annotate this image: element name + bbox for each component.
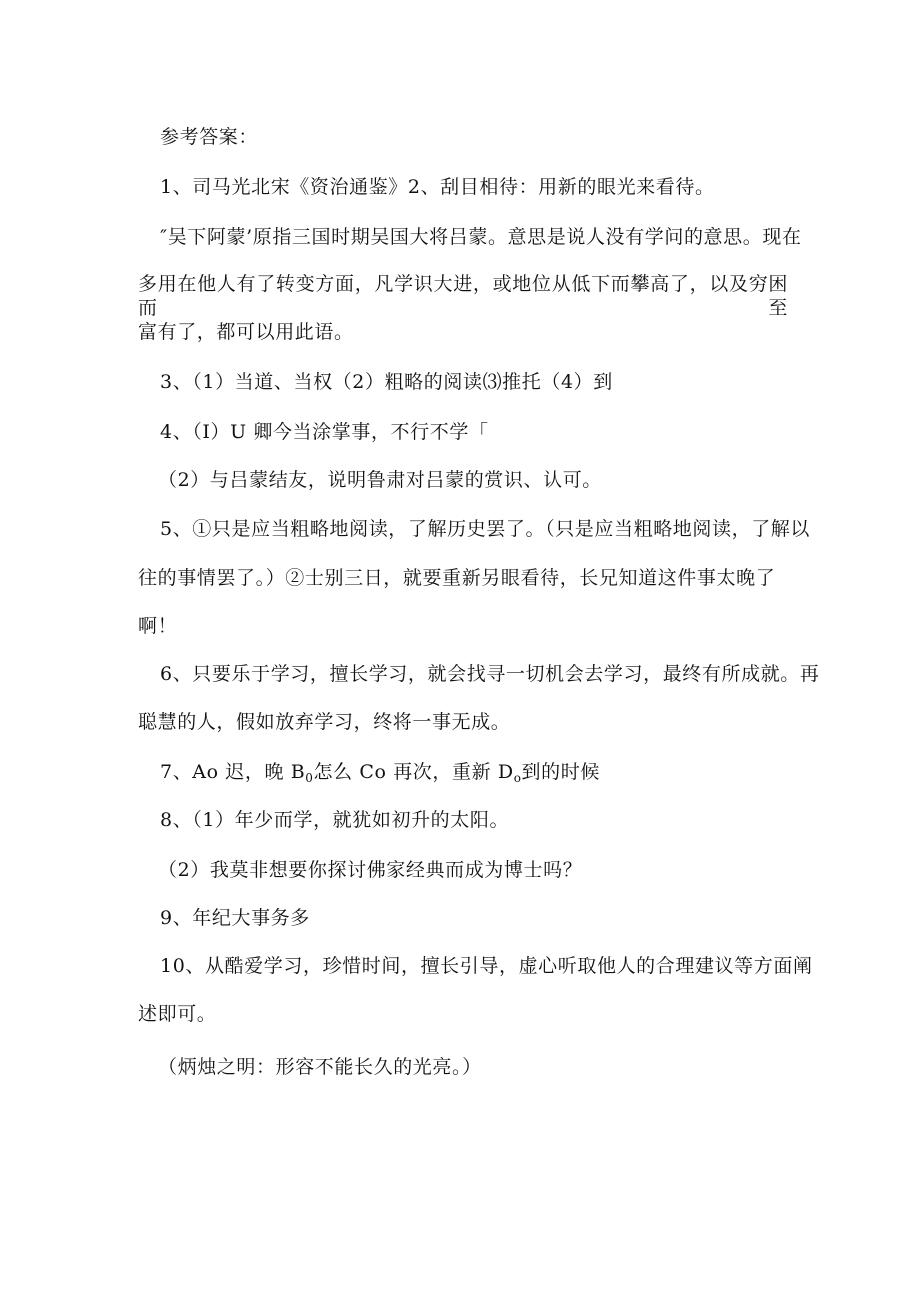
answer-heading: 参考答案： <box>160 126 259 148</box>
answer-6-line-1: 6、只要乐于学习，擅长学习，就会找寻一切机会去学习，最终有所成就。再 <box>160 663 820 685</box>
answer-9: 9、年纪大事务多 <box>160 907 310 929</box>
answer-7-subscript-2: o <box>513 771 522 785</box>
answer-7-part-3: 到的时候 <box>521 761 600 783</box>
answer-2-explanation-line-1: ″吴下阿蒙’原指三国时期吴国大将吕蒙。意思是说人没有学问的意思。现在 <box>160 226 802 248</box>
answer-10-line-2: 述即可。 <box>138 1003 217 1025</box>
answer-5-line-3: 啊！ <box>138 615 178 637</box>
answer-4-part-1: 4、（I）U 卿今当涂掌事，不行不学「 <box>160 421 489 443</box>
answer-10-line-1: 10、从酷爱学习，珍惜时间，擅长引导，虚心听取他人的合理建议等方面阐 <box>160 955 813 977</box>
answer-7-part-1: 7、Ao 迟，晚 B <box>160 761 306 783</box>
answer-8-part-2: （2）我莫非想要你探讨佛家经典而成为博士吗？ <box>158 859 583 881</box>
answer-8-part-1: 8、（1）年少而学，就犹如初升的太阳。 <box>160 809 510 831</box>
answer-3: 3、（1）当道、当权（2）粗略的阅读⑶推托（4）到 <box>160 371 613 393</box>
footnote: （炳烛之明：形容不能长久的光亮。） <box>158 1056 482 1078</box>
answer-7-part-2: 怎么 Co 再次，重新 D <box>313 761 514 783</box>
answer-7-subscript-1: 0 <box>305 771 314 785</box>
answer-1-2: 1、司马光北宋《资治通鉴》2、刮目相待：用新的眼光来看待。 <box>160 176 715 198</box>
answer-5-line-2: 往的事情罢了。）②士别三日，就要重新另眼看待，长兄知道这件事太晚了 <box>138 567 776 589</box>
answer-4-part-2: （2）与吕蒙结友，说明鲁肃对吕蒙的赏识、认可。 <box>158 469 602 491</box>
answer-2-explanation-line-3: 富有了，都可以用此语。 <box>138 321 354 343</box>
answer-2-explanation-line-2: 多用在他人有了转变方面，凡学识大进，或地位从低下而攀高了，以及穷困而至 <box>138 273 788 319</box>
answer-5-line-1: 5、①只是应当粗略地阅读，了解历史罢了。（只是应当粗略地阅读，了解以 <box>160 518 810 540</box>
answer-7 <box>160 760 810 790</box>
answer-6-line-2: 聪慧的人，假如放弃学习，终将一事无成。 <box>138 711 511 733</box>
